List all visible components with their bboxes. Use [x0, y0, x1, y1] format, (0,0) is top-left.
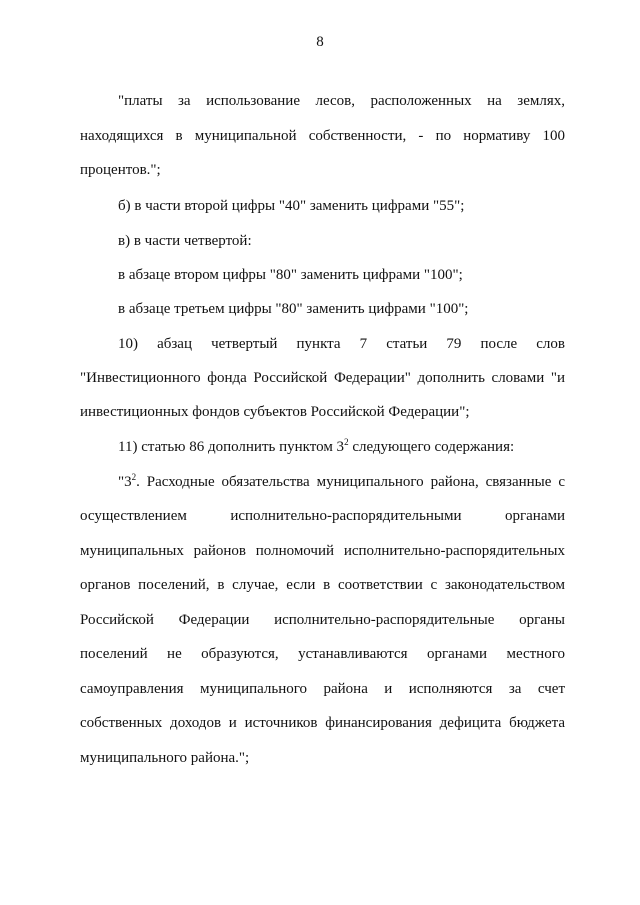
- text-line: в) в части четвертой:: [118, 233, 252, 249]
- text-line: самоуправления муниципального района и исполняются за счет: [80, 681, 565, 697]
- text-segment: 11) статью 86 дополнить пунктом 3: [118, 439, 345, 455]
- text-segment: . Расходные обязательства муниципального района, связанные с: [136, 474, 565, 490]
- text-line: поселений не образуются, устанавливаются органами местного: [80, 646, 565, 662]
- superscript: 2: [344, 438, 349, 447]
- text-line: собственных доходов и источников финансирования дефицита бюджета: [80, 715, 565, 731]
- text-line: муниципального района.";: [80, 750, 250, 766]
- text-segment: следующего содержания:: [348, 439, 515, 455]
- text-line: б) в части второй цифры "40" заменить цифрами "55";: [118, 198, 465, 214]
- superscript: 2: [131, 473, 137, 482]
- text-line: процентов.";: [80, 162, 161, 178]
- text-line: в абзаце третьем цифры "80" заменить цифрами "100";: [118, 301, 469, 317]
- text-line: в абзаце втором цифры "80" заменить цифрами "100";: [118, 267, 463, 283]
- text-line: 10) абзац четвертый пункта 7 статьи 79 после слов: [118, 336, 565, 352]
- text-line: [118, 473, 565, 492]
- text-line: находящихся в муниципальной собственности, - по нормативу 100: [80, 128, 565, 144]
- text-line: Российской Федерации исполнительно-распорядительные органы: [80, 612, 565, 628]
- text-line: [118, 438, 565, 457]
- text-line: инвестиционных фондов субъектов Российской Федерации";: [80, 404, 470, 420]
- text-line: "Инвестиционного фонда Российской Федерации" дополнить словами "и: [80, 370, 565, 386]
- text-line: органов поселений, в случае, если в соответствии с законодательством: [80, 577, 565, 593]
- text-line: "платы за использование лесов, расположенных на землях,: [118, 93, 565, 109]
- text-segment: "3: [118, 474, 132, 490]
- text-line: осуществлением исполнительно-распорядительными органами: [80, 508, 565, 524]
- page-number: 8: [316, 34, 324, 50]
- text-line: муниципальных районов полномочий исполнительно-распорядительных: [80, 543, 565, 559]
